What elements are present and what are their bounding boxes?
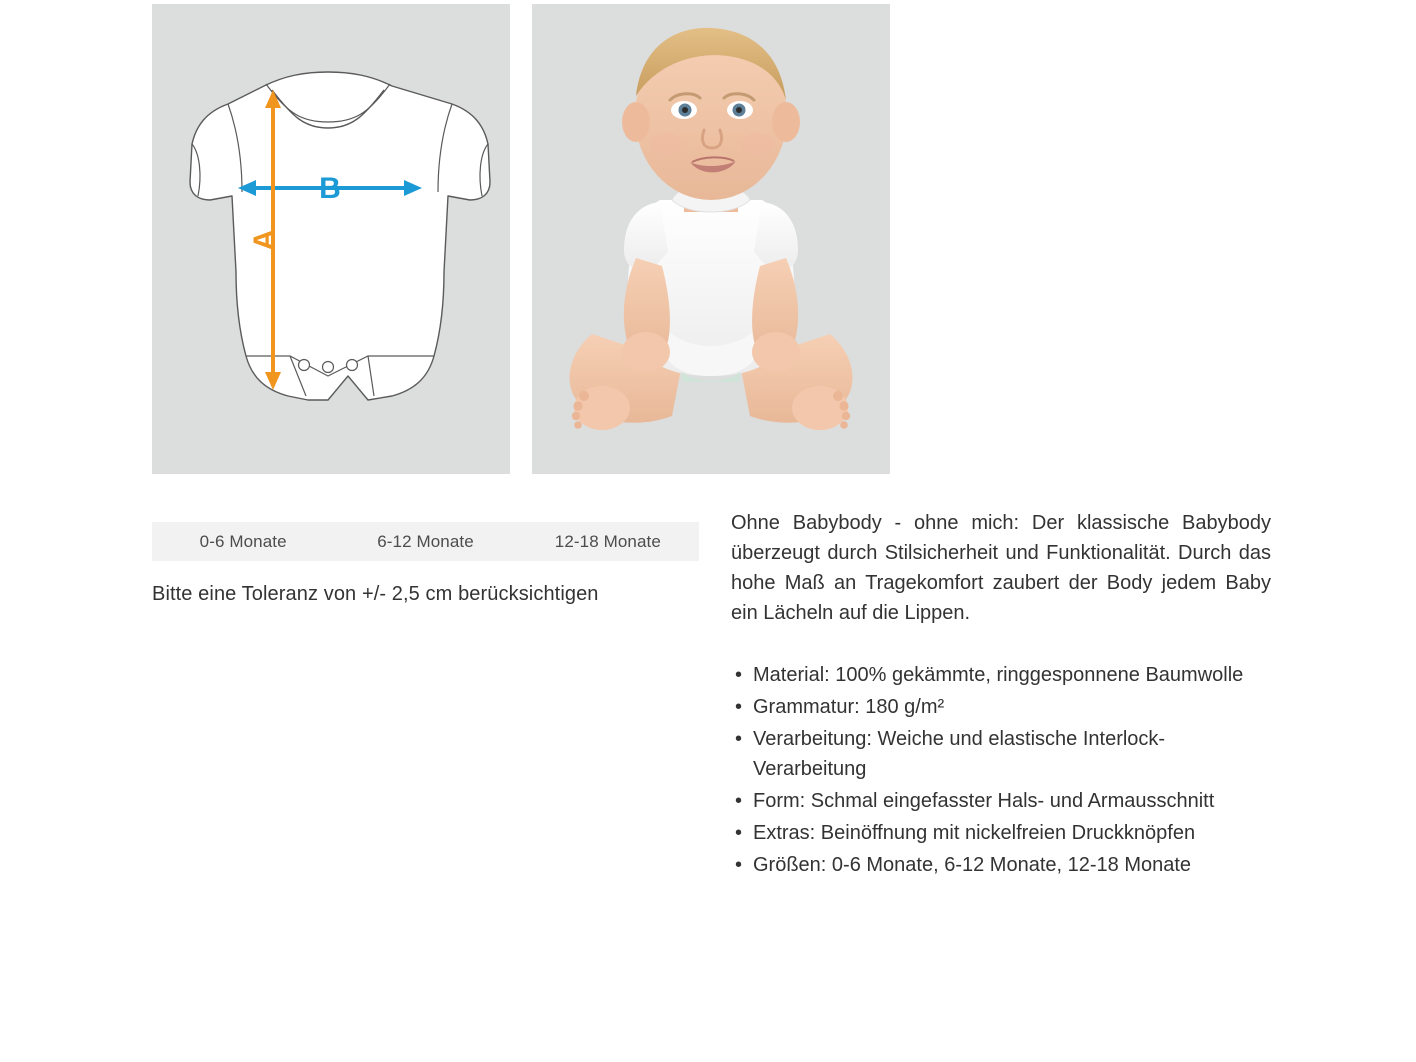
product-photo: [532, 4, 890, 474]
size-chart-image: [152, 4, 510, 474]
size-tab-0[interactable]: 0-6 Monate: [199, 531, 287, 551]
list-item: • Material: 100% gekämmte, ringgesponnene Baumwolle: [731, 660, 1271, 690]
list-item: • Verarbeitung: Weiche und elastische Interlock-Verarbeitung: [731, 724, 1271, 784]
tolerance-note: Bitte eine Toleranz von +/- 2,5 cm berücksichtigen: [152, 583, 599, 605]
feature-list: [731, 660, 1271, 880]
svg-text:B: B: [319, 172, 341, 205]
size-tab-list[interactable]: [152, 522, 699, 561]
svg-text:A: A: [248, 229, 281, 251]
product-image-row: [152, 4, 892, 474]
list-item: • Extras: Beinöffnung mit nickelfreien Druckknöpfen: [731, 818, 1271, 848]
list-item: • Form: Schmal eingefasster Hals- und Armausschnitt: [731, 786, 1271, 816]
bodysuit-diagram-icon: [152, 4, 510, 474]
list-item: • Grammatur: 180 g/m²: [731, 692, 1271, 722]
size-tab-2[interactable]: 12-18 Monate: [554, 531, 661, 551]
description-intro: Ohne Babybody - ohne mich: Der klassische Babybody überzeugt durch Stilsicherheit und Funktionalität. Durch das hohe Maß an Tragekomfort zaubert der Body jedem Baby ein Lächeln auf die Lippen.: [731, 512, 1271, 624]
baby-photo-illustration: [532, 4, 890, 474]
size-tab-1[interactable]: 6-12 Monate: [377, 531, 474, 551]
product-description: [731, 508, 1271, 882]
list-item: • Größen: 0-6 Monate, 6-12 Monate, 12-18 Monate: [731, 850, 1271, 880]
